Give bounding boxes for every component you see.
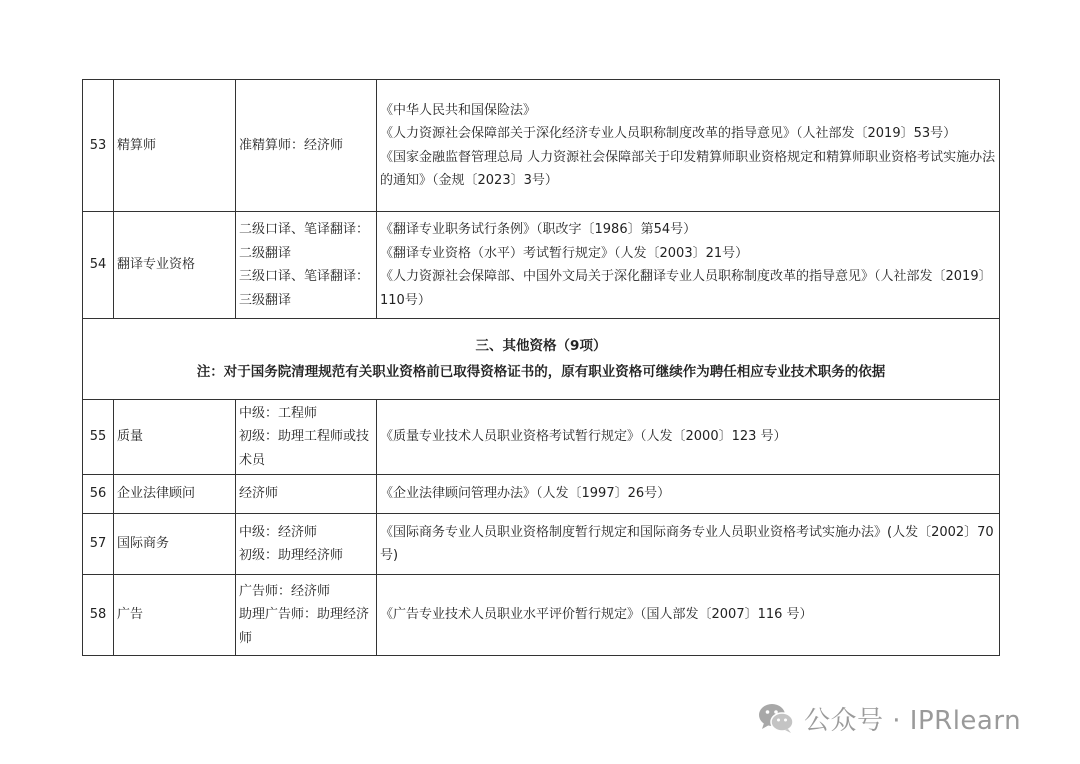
basis-line: 《质量专业技术人员职业资格考试暂行规定》（人发〔2000〕123 号） <box>380 429 787 445</box>
row-number: 54 <box>83 212 114 319</box>
level-cell <box>236 575 377 656</box>
level-line: 助理广告师：助理经济师 <box>239 607 370 646</box>
level-cell <box>236 475 377 514</box>
section-header-row <box>83 319 1000 400</box>
basis-cell <box>377 475 1000 514</box>
level-cell <box>236 400 377 475</box>
basis-cell <box>377 514 1000 575</box>
level-line: 广告师：经济师 <box>239 583 331 599</box>
qualification-table <box>82 79 1000 656</box>
table-row <box>83 575 1000 656</box>
row-number: 57 <box>83 514 114 575</box>
table-row <box>83 80 1000 212</box>
wechat-icon <box>756 698 796 738</box>
basis-line: 《中华人民共和国保险法》 <box>380 102 537 118</box>
row-number: 53 <box>83 80 114 212</box>
basis-line: 《翻译专业资格（水平）考试暂行规定》（人发〔2003〕21号） <box>380 245 749 261</box>
table-row <box>83 212 1000 319</box>
basis-line: 《国际商务专业人员职业资格制度暂行规定和国际商务专业人员职业资格考试实施办法》(人发〔2002〕70号) <box>380 524 994 563</box>
basis-line: 《人力资源社会保障部、中国外文局关于深化翻译专业人员职称制度改革的指导意见》（人社部发〔2019〕110号） <box>380 269 992 308</box>
table-row <box>83 400 1000 475</box>
row-number: 58 <box>83 575 114 656</box>
qualification-name: 精算师 <box>114 80 236 212</box>
basis-line: 《人力资源社会保障部关于深化经济专业人员职称制度改革的指导意见》（人社部发〔2019〕53号） <box>380 126 957 141</box>
basis-cell <box>377 575 1000 656</box>
basis-line: 《广告专业技术人员职业水平评价暂行规定》（国人部发〔2007〕116 号） <box>380 607 813 623</box>
table-row <box>83 514 1000 575</box>
level-cell <box>236 514 377 575</box>
watermark <box>756 698 1021 738</box>
level-line: 中级：工程师 <box>239 405 318 421</box>
qualification-name: 翻译专业资格 <box>114 212 236 319</box>
basis-cell <box>377 80 1000 212</box>
qualification-name: 质量 <box>114 400 236 475</box>
level-cell <box>236 212 377 319</box>
table-row <box>83 475 1000 514</box>
level-cell <box>236 80 377 212</box>
watermark-text: 公众号 · IPRlearn <box>804 705 1022 736</box>
qualification-name: 广告 <box>114 575 236 656</box>
row-number: 56 <box>83 475 114 514</box>
row-number: 55 <box>83 400 114 475</box>
section-header <box>83 319 1000 400</box>
level-line: 三级口译、笔译翻译：三级翻译 <box>239 269 370 308</box>
level-line: 中级：经济师 <box>239 524 318 540</box>
basis-line: 《企业法律顾问管理办法》（人发〔1997〕26号） <box>380 486 671 502</box>
basis-cell <box>377 400 1000 475</box>
level-line: 二级口译、笔译翻译：二级翻译 <box>239 222 370 261</box>
basis-line: 《翻译专业职务试行条例》（职改字〔1986〕第54号） <box>380 222 697 237</box>
basis-line: 《国家金融监督管理总局 人力资源社会保障部关于印发精算师职业资格规定和精算师职业资格考试实施办法的通知》（金规〔2023〕3号） <box>380 149 996 188</box>
basis-cell <box>377 212 1000 319</box>
level-line: 准精算师：经济师 <box>239 137 344 153</box>
level-line: 初级：助理经济师 <box>239 548 344 563</box>
section-title: 三、其他资格（9项） <box>475 338 607 354</box>
qualification-name: 企业法律顾问 <box>114 475 236 514</box>
level-line: 初级：助理工程师或技术员 <box>239 429 370 468</box>
level-line: 经济师 <box>239 486 279 502</box>
section-note: 注：对于国务院清理规范有关职业资格前已取得资格证书的，原有职业资格可继续作为聘任相应专业技术职务的依据 <box>196 364 886 380</box>
qualification-name: 国际商务 <box>114 514 236 575</box>
